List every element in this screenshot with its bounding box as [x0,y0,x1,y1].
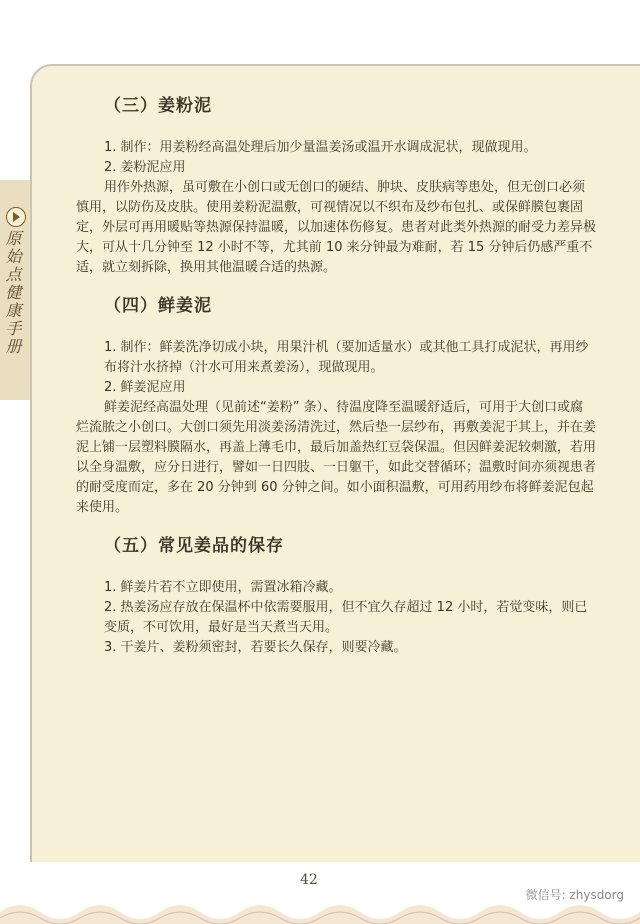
section5-item-2: 2. 热姜汤应存放在保温杯中依需要服用，但不宜久存超过 12 小时，若觉变味，则已变质，不可饮用，最好是当天煮当天用。 [104,600,588,635]
page-number: 42 [300,872,318,888]
section-heading-5: （五）常见姜品的保存 [104,536,284,556]
wechat-watermark: 微信号: zhysdorg [522,884,628,905]
spacer [76,278,596,296]
section3-paragraph: 用作外热源，虽可敷在小创口或无创口的硬结、肿块、皮肤病等患处，但无创口必须慎用，以防伤及皮肤。使用姜粉泥温敷，可视情况以不织布及纱布包扎、或保鲜膜包裹固定，外层可再用暖贴等热源保持温暖，以加速体伤修复。患者对此类外热源的耐受力差异极大，可从十几分钟至 12 小时不等，尤其前 10 来分钟最为难耐，若 15 分钟后仍感严重不适，就立刻拆除，换用其他温暖合适的热源。 [76,180,597,275]
section3-item-2: 2. 姜粉泥应用 [104,160,186,175]
side-title: 原始点健康手册 [3,230,22,356]
section-heading-3: （三）姜粉泥 [104,96,212,116]
section-heading-4: （四）鲜姜泥 [104,296,212,316]
section4-item-2: 2. 鲜姜泥应用 [104,380,186,395]
section5-item-1: 1. 鲜姜片若不立即使用，需置冰箱冷藏。 [104,580,342,595]
page-content [76,96,596,658]
section4-item-1: 1. 制作：鲜姜洗净切成小块，用果汁机（要加适量水）或其他工具打成泥状，再用纱布将汁水挤掉（汁水可用来煮姜汤），现做现用。 [104,340,589,375]
section3-item-1: 1. 制作：用姜粉经高温处理后加少量温姜汤或温开水调成泥状，现做现用。 [104,140,537,155]
section4-paragraph: 鲜姜泥经高温处理（见前述“姜粉” 条）、待温度降至温暖舒适后，可用于大创口或腐烂流脓之小创口。大创口须先用淡姜汤清洗过，然后垫一层纱布，再敷姜泥于其上，并在姜泥上铺一层塑料膜隔水，再盖上薄毛巾，最后加盖热红豆袋保温。但因鲜姜泥较刺激，若用以全身温敷，应分日进行，譬如一日四肢、一日躯干，如此交替循环；温敷时间亦须视患者的耐受度而定，多在 20 分钟到 60 分钟之间。如小面积温敷，可用药用纱布将鲜姜泥包起来使用。 [76,400,597,515]
section5-item-3: 3. 干姜片、姜粉须密封，若要长久保存，则要冷藏。 [104,640,407,655]
play-arrow-icon [6,207,26,227]
top-margin [0,0,640,64]
spacer [76,518,596,536]
